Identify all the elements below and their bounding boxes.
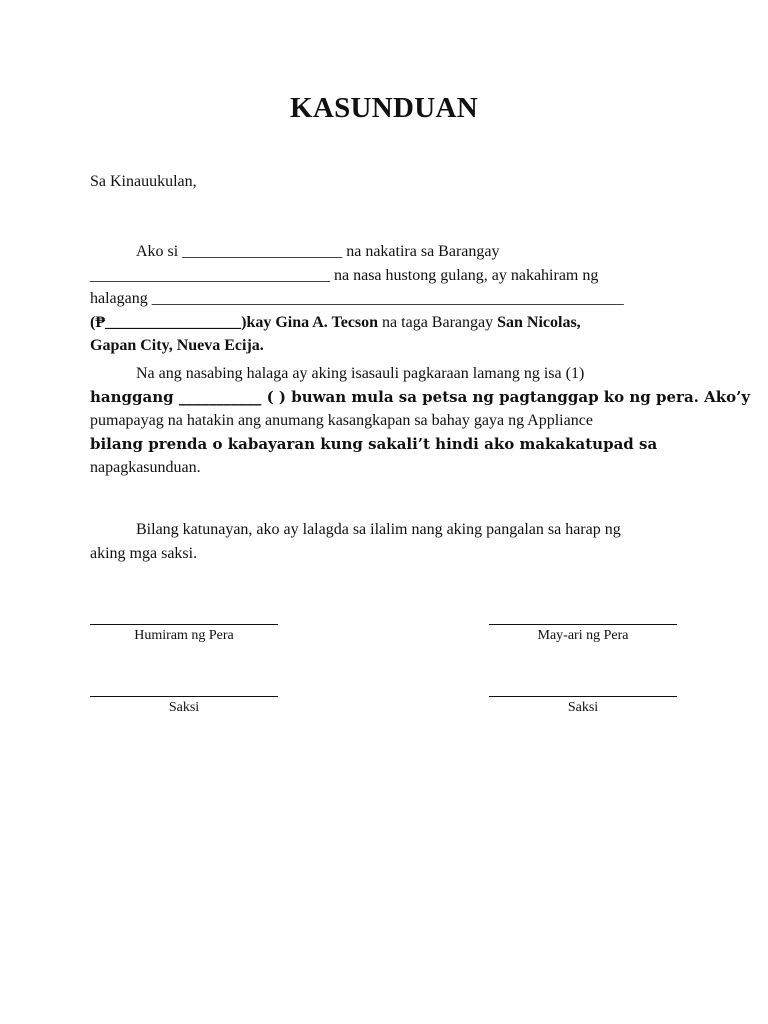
borrower-signature-line [90,624,278,625]
amount-blank: (₱_________________) [90,313,247,331]
paragraph-3 [90,518,690,565]
paragraph-1-line-4 [90,311,690,335]
lender-label: May-ari ng Pera [537,628,629,643]
paragraph-3-line-1: Bilang katunayan, ako ay lalagda sa ilalim nang aking pangalan sa harap ng [136,521,621,538]
witness-1-label: Saksi [168,700,200,715]
witness-2-signature-line [489,696,677,697]
paragraph-1-line-2: ______________________________ na nasa hustong gulang, ay nakahiram ng [90,266,599,284]
witness-1-signature-line [90,696,278,697]
paragraph-2-line-2: hanggang ___________ ( ) buwan mula sa petsa ng pagtanggap ko ng pera. Ako’y [90,387,751,406]
paragraph-1-line-3: halagang ___________________________________________________________ [90,290,624,307]
barangay-text: na taga Barangay [378,313,498,331]
borrower-label: Humiram ng Pera [134,628,234,643]
lender-name: Gina A. Tecson [275,313,379,331]
paragraph-3-line-2: aking mga saksi. [90,544,198,562]
kay-text: kay [246,313,276,331]
paragraph-1 [90,240,690,358]
witness-2-label: Saksi [567,700,599,715]
lender-signature-line [489,624,677,625]
paragraph-2-line-1: Na ang nasabing halaga ay aking isasauli pagkaraan lamang ng isa (1) [136,365,585,382]
paragraph-2-line-5: napagkasunduan. [90,459,201,476]
paragraph-1-line-5: Gapan City, Nueva Ecija. [90,337,264,354]
barangay-name: San Nicolas, [497,313,581,331]
paragraph-2 [90,362,751,480]
document-title: KASUNDUAN [290,92,478,124]
paragraph-2-line-3: pumapayag na hatakin ang anumang kasangkapan sa bahay gaya ng Appliance [90,412,593,429]
greeting: Sa Kinauukulan, [90,173,197,190]
paragraph-1-line-1: Ako si ____________________ na nakatira sa Barangay [136,243,500,260]
paragraph-2-line-4: bilang prenda o kabayaran kung sakali’t hindi ako makakatupad sa [90,434,658,453]
